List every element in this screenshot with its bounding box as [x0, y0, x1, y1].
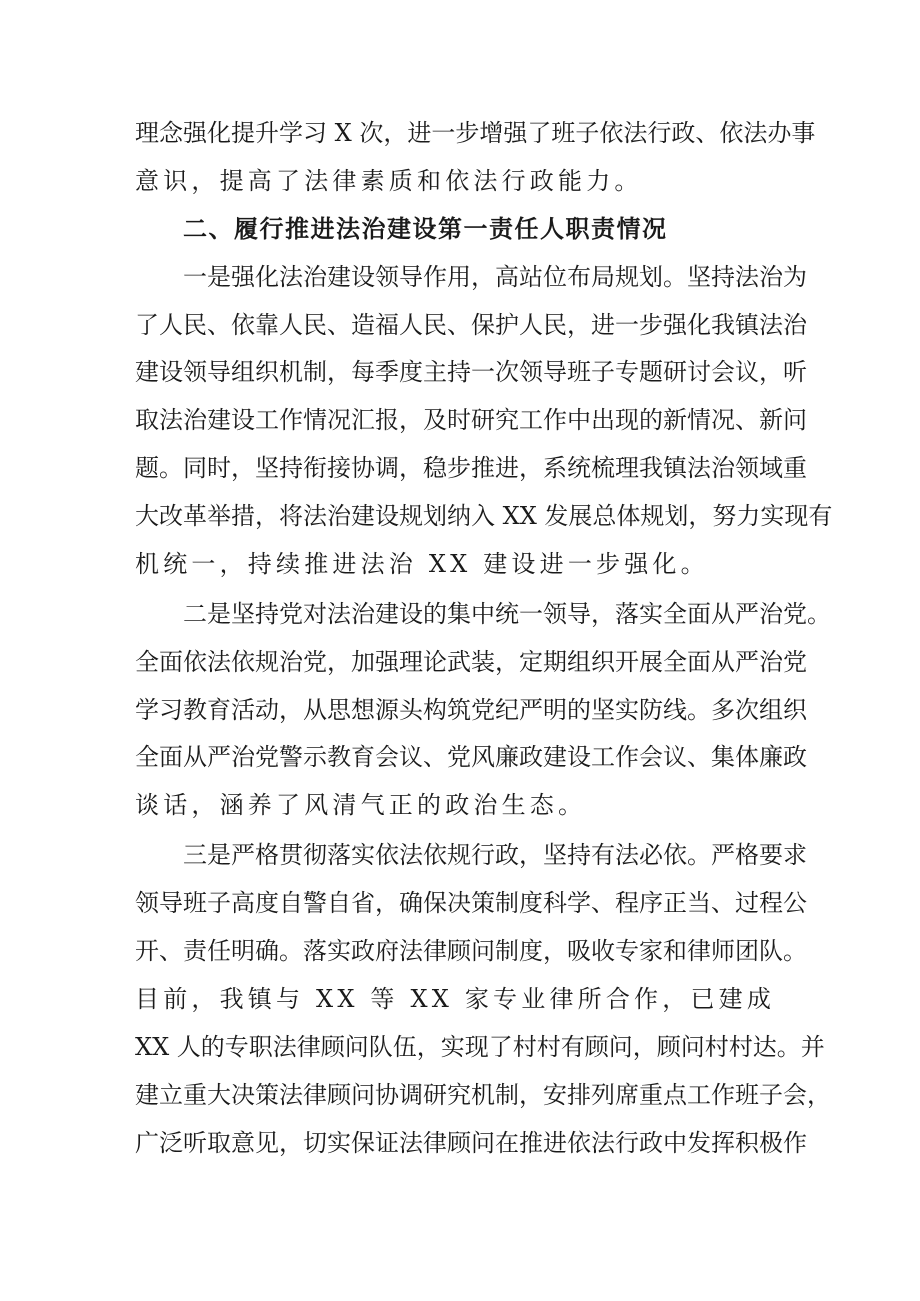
paragraph-line: 建设领导组织机制，每季度主持一次领导班子专题研讨会议，听 — [135, 358, 807, 386]
paragraph-line: 学习教育活动，从思想源头构筑党纪严明的坚实防线。多次组织 — [135, 696, 807, 724]
paragraph-line: 了人民、依靠人民、造福人民、保护人民，进一步强化我镇法治 — [135, 311, 807, 339]
paragraph-line: 广泛听取意见，切实保证法律顾问在推进依法行政中发挥积极作 — [135, 1129, 807, 1157]
paragraph-line: 建立重大决策法律顾问协调研究机制，安排列席重点工作班子会， — [135, 1081, 831, 1109]
paragraph-line: 大改革举措，将法治建设规划纳入 XX 发展总体规划，努力实现有 — [135, 502, 833, 530]
paragraph-line: 三是严格贯彻落实依法依规行政，坚持有法必依。严格要求 — [183, 841, 807, 869]
paragraph-line: 开、责任明确。落实政府法律顾问制度，吸收专家和律师团队。 — [135, 937, 807, 965]
paragraph-line: 全面从严治党警示教育会议、党风廉政建设工作会议、集体廉政 — [135, 743, 807, 771]
paragraph-line: 机统一，持续推进法治 XX 建设进一步强化。 — [135, 550, 709, 578]
paragraph-line: 二是坚持党对法治建设的集中统一领导，落实全面从严治党。 — [183, 600, 831, 628]
paragraph-line: 理念强化提升学习 X 次，进一步增强了班子依法行政、依法办事 — [135, 119, 816, 147]
section-heading: 二、履行推进法治建设第一责任人职责情况 — [183, 215, 668, 243]
paragraph-line: 取法治建设工作情况汇报，及时研究工作中出现的新情况、新问 — [135, 406, 807, 434]
paragraph-line: 目前，我镇与 XX 等 XX 家专业律所合作，已建成 — [135, 985, 776, 1013]
paragraph-line: 谈话，涵养了风清气正的政治生态。 — [135, 791, 587, 819]
paragraph-line: 题。同时，坚持衔接协调，稳步推进，系统梳理我镇法治领域重 — [135, 454, 807, 482]
paragraph-line: 全面依法依规治党，加强理论武装，定期组织开展全面从严治党 — [135, 648, 807, 676]
paragraph-line: XX 人的专职法律顾问队伍，实现了村村有顾问，顾问村村达。并 — [135, 1033, 825, 1061]
paragraph-line: 一是强化法治建设领导作用，高站位布局规划。坚持法治为 — [183, 263, 807, 291]
paragraph-line: 意识，提高了法律素质和依法行政能力。 — [135, 167, 643, 195]
paragraph-line: 领导班子高度自警自省，确保决策制度科学、程序正当、过程公 — [135, 889, 807, 917]
